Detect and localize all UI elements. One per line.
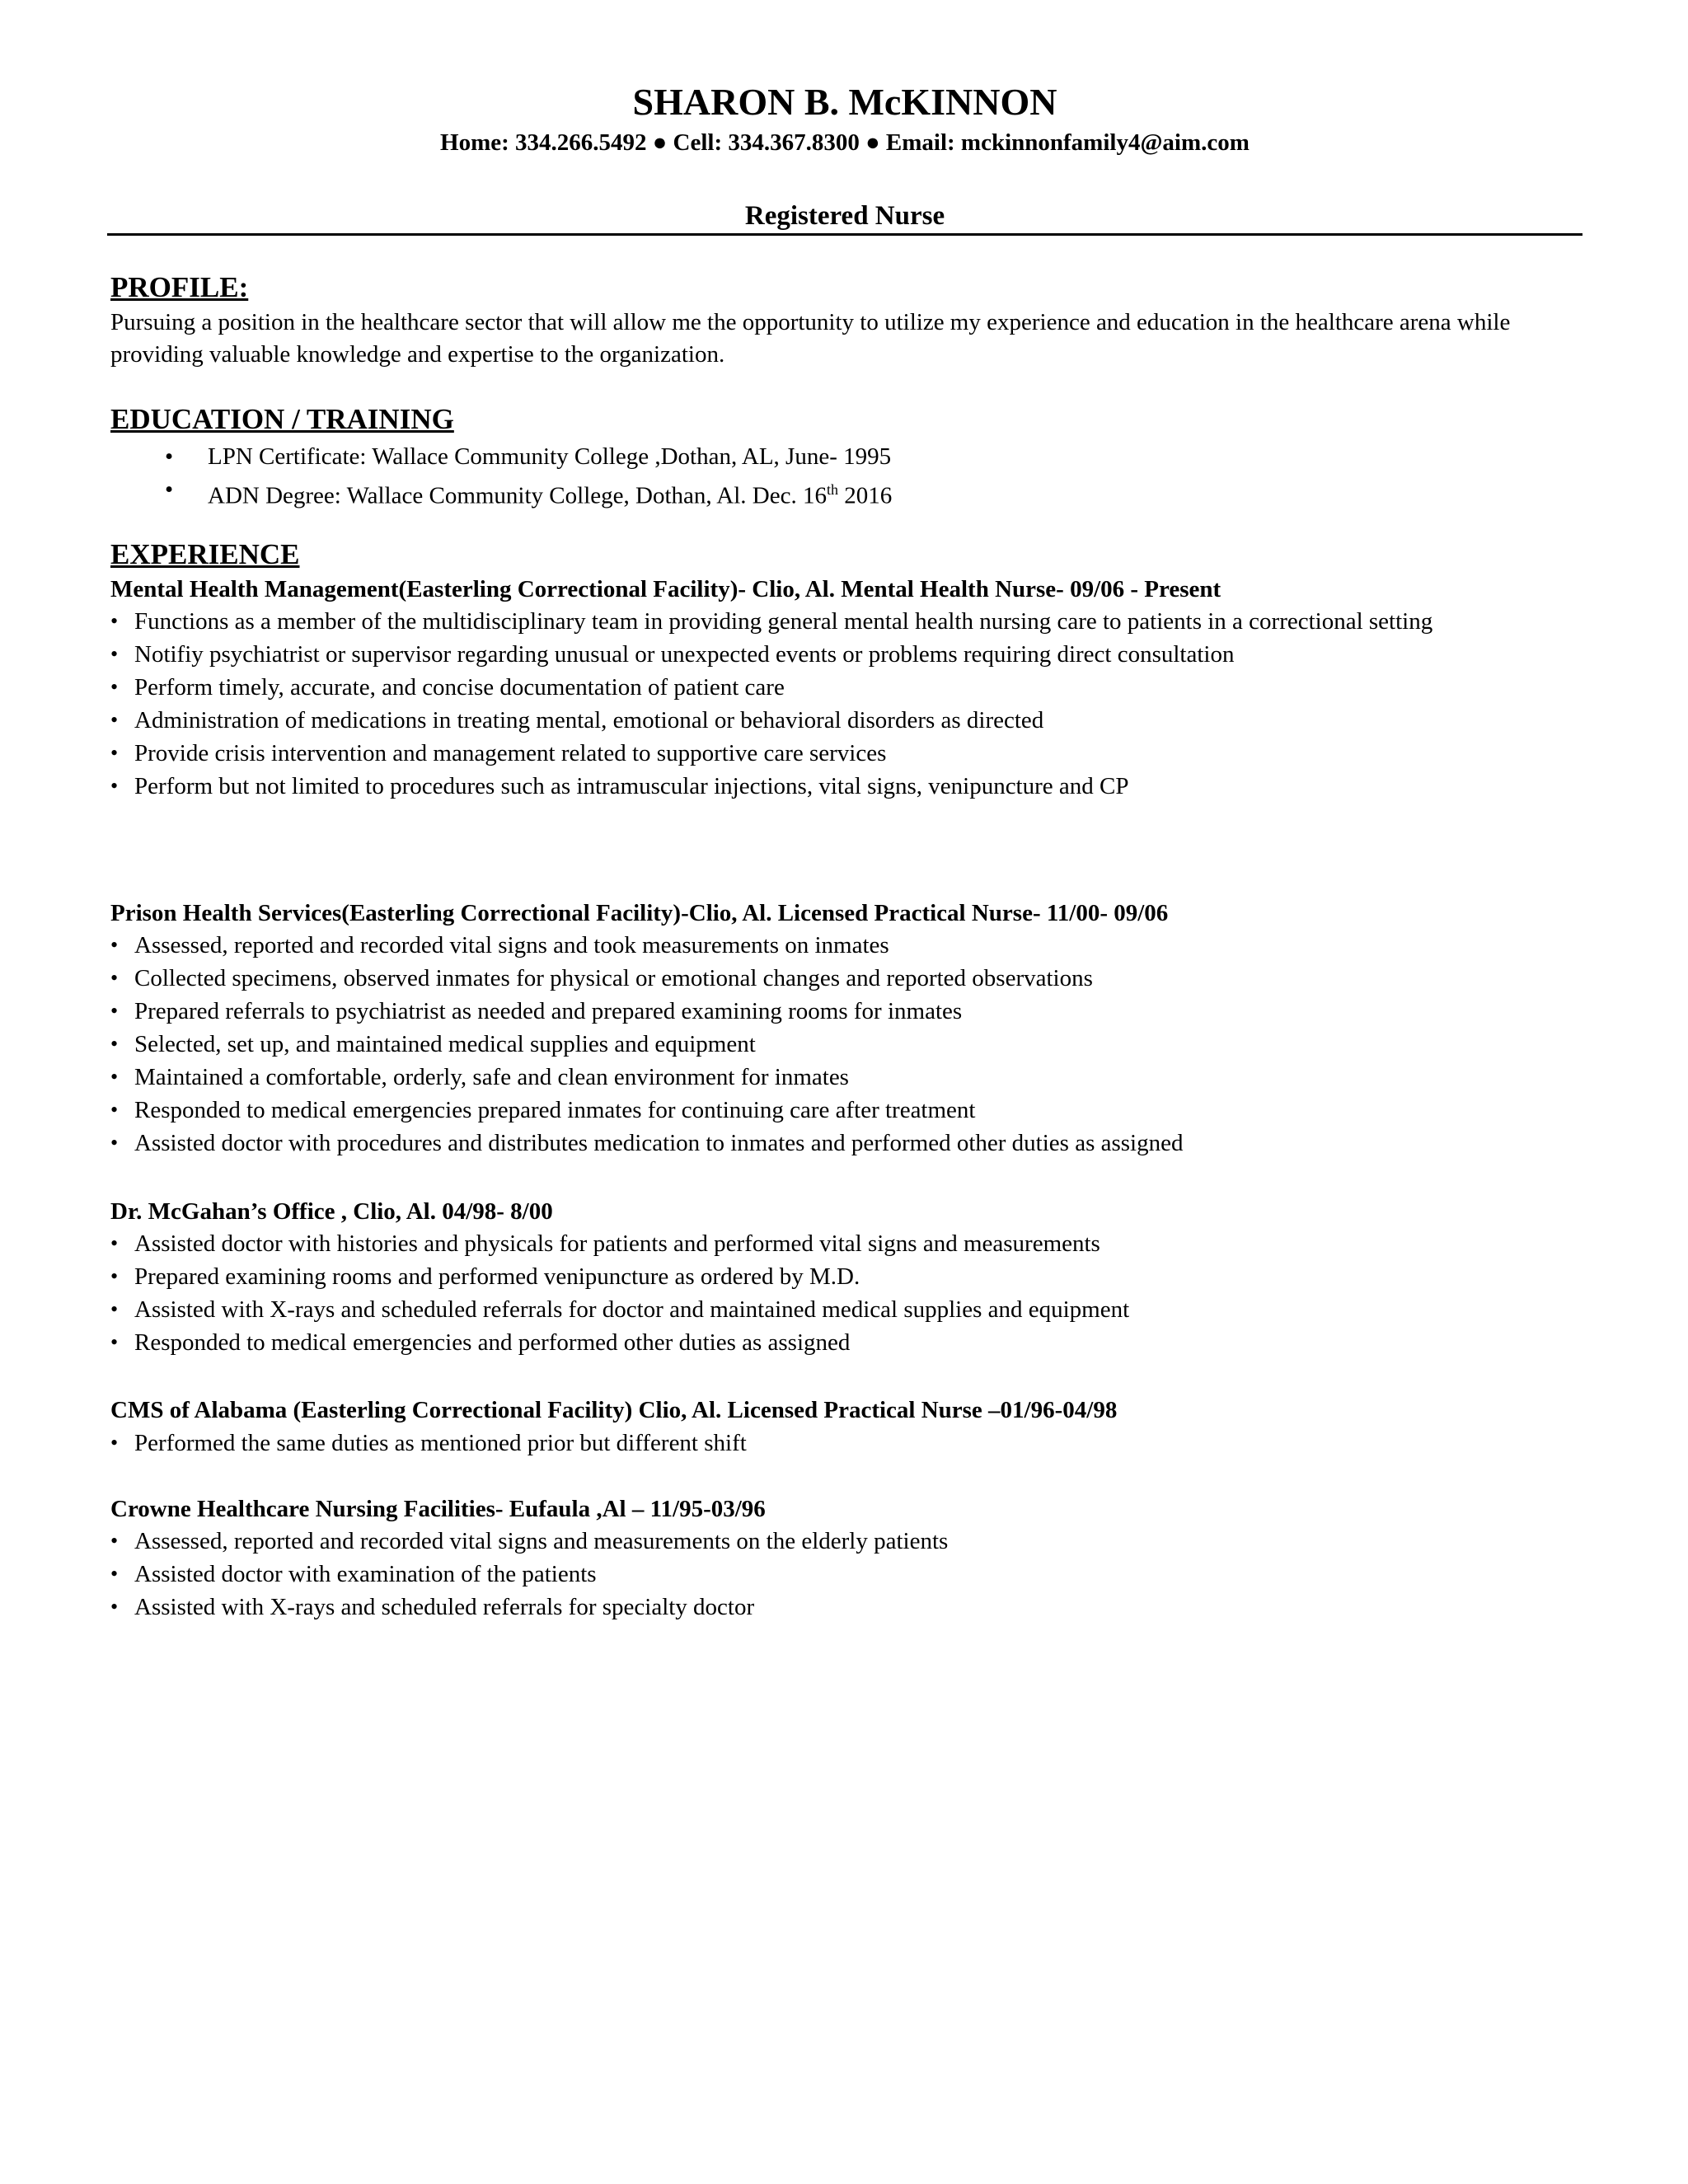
profile-heading: PROFILE:	[110, 271, 249, 303]
duty-item: • Responded to medical emergencies prepared inmates for continuing care after treatment	[110, 1094, 1578, 1127]
job-header: Crowne Healthcare Nursing Facilities- Eufaula ,Al – 11/95-03/96	[110, 1496, 766, 1522]
education-item	[165, 473, 892, 513]
duty-item: • Functions as a member of the multidisciplinary team in providing general mental health nursing care to patients in a correctional setting	[110, 605, 1578, 638]
job-header: CMS of Alabama (Easterling Correctional Facility) Clio, Al. Licensed Practical Nurse –01/96-04/98	[110, 1397, 1118, 1423]
profile-text: Pursuing a position in the healthcare sector that will allow me the opportunity to utilize my experience and education in the healthcare arena while providing valuable knowledge and expertise to the organization.	[110, 309, 1511, 368]
contact-line: Home: 334.266.5492 ● Cell: 334.367.8300 ● Email: mckinnonfamily4@aim.com	[440, 129, 1250, 156]
duty-item: • Collected specimens, observed inmates for physical or emotional changes and reported observations	[110, 962, 1578, 995]
duty-item: • Maintained a comfortable, orderly, safe and clean environment for inmates	[110, 1061, 1578, 1094]
education-item	[165, 440, 892, 473]
job-header: Mental Health Management(Easterling Correctional Facility)- Clio, Al. Mental Health Nurse- 09/06 - Present	[110, 576, 1221, 602]
education-item-text: LPN Certificate: Wallace Community College ,Dothan, AL, June- 1995	[208, 443, 892, 470]
duty-item: • Prepared examining rooms and performed venipuncture as ordered by M.D.	[110, 1260, 1578, 1293]
target-title: Registered Nurse	[744, 201, 945, 231]
duty-item: • Assisted doctor with procedures and distributes medication to inmates and performed other duties as assigned	[110, 1127, 1578, 1160]
duty-item: • Selected, set up, and maintained medical supplies and equipment	[110, 1028, 1578, 1061]
duty-item: • Assisted doctor with examination of the patients	[110, 1558, 1578, 1591]
duty-item: • Performed the same duties as mentioned prior but different shift	[110, 1427, 1578, 1460]
duty-item: • Administration of medications in treating mental, emotional or behavioral disorders as directed	[110, 704, 1578, 737]
job-header: Dr. McGahan’s Office , Clio, Al. 04/98- 8/00	[110, 1198, 553, 1225]
duty-item: • Assisted with X-rays and scheduled referrals for specialty doctor	[110, 1591, 1578, 1624]
duty-item: • Perform timely, accurate, and concise documentation of patient care	[110, 671, 1578, 704]
job-duties	[110, 1525, 1578, 1624]
duty-item: • Assessed, reported and recorded vital signs and measurements on the elderly patients	[110, 1525, 1578, 1558]
education-item-year: 2016	[837, 482, 893, 509]
duty-item: • Prepared referrals to psychiatrist as needed and prepared examining rooms for inmates	[110, 995, 1578, 1028]
job-duties	[110, 929, 1578, 1160]
duty-item: • Responded to medical emergencies and performed other duties as assigned	[110, 1326, 1578, 1359]
job-duties	[110, 605, 1578, 803]
candidate-name: SHARON B. McKINNON	[632, 81, 1057, 123]
duty-item: • Provide crisis intervention and management related to supportive care services	[110, 737, 1578, 770]
experience-heading: EXPERIENCE	[110, 538, 300, 570]
duty-item: • Perform but not limited to procedures such as intramuscular injections, vital signs, venipuncture and CP	[110, 770, 1578, 803]
ordinal-suffix: th	[826, 481, 838, 498]
duty-item: • Assessed, reported and recorded vital signs and took measurements on inmates	[110, 929, 1578, 962]
education-heading: EDUCATION / TRAINING	[110, 403, 454, 435]
duty-item: • Assisted doctor with histories and physicals for patients and performed vital signs and measurements	[110, 1227, 1578, 1260]
job-header: Prison Health Services(Easterling Correctional Facility)-Clio, Al. Licensed Practical Nurse- 11/00- 09/06	[110, 900, 1169, 926]
job-duties	[110, 1227, 1578, 1359]
job-duties	[110, 1427, 1578, 1460]
header-divider	[107, 233, 1582, 236]
education-list	[165, 440, 892, 513]
duty-item: • Notifiy psychiatrist or supervisor regarding unusual or unexpected events or problems requiring direct consultation	[110, 638, 1578, 671]
education-item-text: ADN Degree: Wallace Community College, Dothan, Al. Dec. 16	[208, 482, 827, 509]
duty-item: • Assisted with X-rays and scheduled referrals for doctor and maintained medical supplies and equipment	[110, 1293, 1578, 1326]
